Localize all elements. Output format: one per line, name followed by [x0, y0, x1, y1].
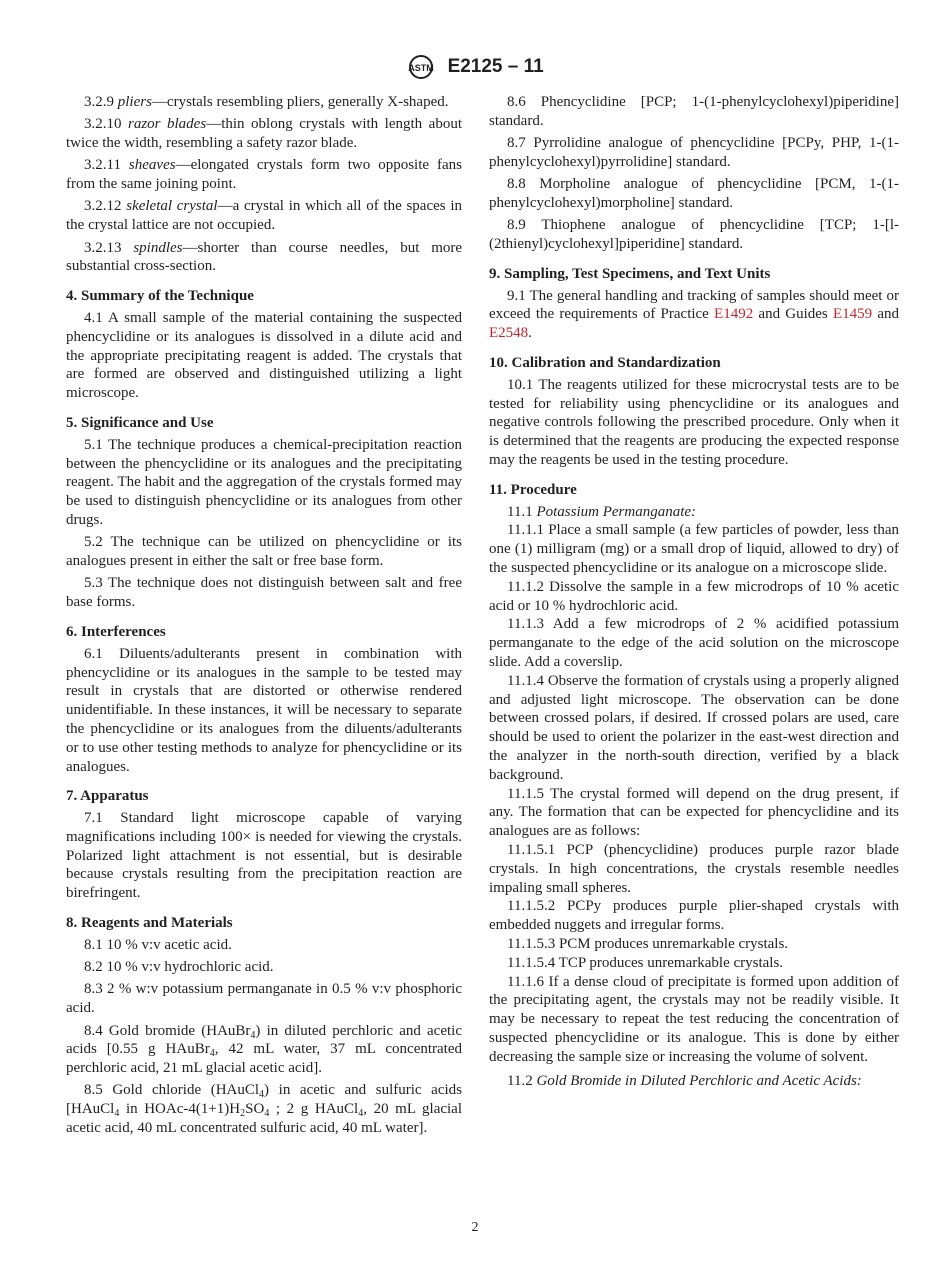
italic-term: razor blades: [128, 116, 207, 133]
paragraph: [489, 954, 899, 973]
paragraph: [489, 578, 899, 616]
italic-term: pliers: [117, 94, 152, 110]
text-run: 11.1.5.1 PCP (phencyclidine) produces purple razor blade crystals. In high concentrations, the crystals resemble needles impaling small spheres.: [489, 841, 899, 896]
paragraph: [489, 973, 899, 1067]
text-run: 11.1.2 Dissolve the sample in a few microdrops of 10 % acetic acid or 10 % hydrochloric acid.: [489, 578, 899, 614]
section-heading: [66, 414, 462, 433]
subscript: 4: [250, 1029, 256, 1041]
paragraph: [66, 1022, 462, 1078]
paragraph: [66, 115, 462, 153]
right-column: [489, 93, 899, 1094]
text-run: 11.1: [507, 503, 537, 520]
text-run: 3.2.11: [84, 157, 129, 174]
text-run: 9.1 The general handling and tracking of samples should meet or exceed the requirements of Practice: [489, 287, 899, 323]
subscript: 4: [209, 1048, 215, 1060]
text-run: 11.1.5.4 TCP produces unremarkable crystals.: [507, 954, 784, 971]
paragraph: [66, 574, 462, 612]
subscript: 2: [240, 1108, 246, 1120]
text-run: 4.1 A small sample of the material containing the suspected phencyclidine or its analogues is dissolved in a dilute acid and the appropriate precipitating reagent is added. The crystals that are formed are observed and distinguished utilizing a light microscope.: [66, 309, 462, 402]
subscript: 4: [114, 1108, 120, 1120]
paragraph: [489, 935, 899, 954]
page-header: [0, 54, 950, 80]
text-run: 7.1 Standard light microscope capable of varying magnifications including 100× is needed for viewing the crystals. Polarized light attachment is not essential, but is desirable because crystals resulting from the precipitation reaction are birefringent.: [66, 810, 462, 902]
text-run: and Guides: [753, 306, 833, 323]
document-designation: E2125 – 11: [447, 56, 544, 77]
text-run: 6.1 Diluents/adulterants present in combination with phencyclidine or its analogues in the sample to be tested may result in crystals that are distorted or otherwise rendered unidentifiable. In these instances, it will be necessary to separate the phencyclidine or its analogues from the diluents/adulterants or to use other testing methods to analyze for phencyclidine or its analogues.: [66, 645, 462, 775]
text-run: 8.1 10 % v:v acetic acid.: [84, 936, 232, 953]
italic-term: skeletal crystal: [126, 198, 218, 215]
text-run: —shorter than course needles, but more substantial cross-section.: [66, 239, 463, 275]
paragraph: [489, 503, 899, 522]
italic-term: spindles: [133, 239, 183, 256]
text-run: 11.1.5.2 PCPy produces purple plier-shaped crystals with embedded nuggets and irregular forms.: [489, 898, 899, 934]
paragraph: [66, 309, 462, 403]
text-run: 9. Sampling, Test Specimens, and Text Units: [489, 265, 771, 282]
text-run: 11.1.3 Add a few microdrops of 2 % acidified potassium permanganate to the edge of the acid solution on the microscope slide. Add a coverslip.: [489, 616, 899, 671]
paragraph: [489, 175, 899, 213]
paragraph: [66, 958, 462, 977]
section-heading: [66, 914, 462, 933]
text-run: 8.5 Gold chloride (HAuCl: [84, 1082, 260, 1099]
paragraph: [66, 980, 462, 1018]
text-run: , 20 mL glacial acetic acid, 40 mL concentrated sulfuric acid, 40 mL water].: [66, 1101, 462, 1137]
paragraph: [66, 1081, 462, 1137]
page-number: 2: [471, 1220, 479, 1235]
paragraph: [66, 936, 462, 955]
section-heading: [66, 287, 462, 306]
section-heading: [66, 623, 462, 642]
italic-term: Gold Bromide in Diluted Perchloric and Acetic Acids:: [536, 1072, 862, 1089]
text-run: 11.2: [507, 1072, 537, 1089]
section-heading: [489, 265, 899, 284]
text-run: —a crystal in which all of the spaces in the crystal lattice are not occupied.: [66, 198, 463, 234]
text-run: 11.1.5.3 PCM produces unremarkable crystals.: [507, 935, 789, 952]
standard-link[interactable]: E2548: [489, 325, 529, 342]
text-run: —elongated crystals form two opposite fans from the same joining point.: [66, 157, 463, 193]
text-run: 7. Apparatus: [66, 788, 149, 805]
text-run: in HOAc-4(1+1)H: [119, 1101, 241, 1118]
text-run: , 42 mL water, 37 mL concentrated perchloric acid, 21 mL glacial acetic acid].: [66, 1041, 462, 1077]
text-run: 8.2 10 % v:v hydrochloric acid.: [84, 959, 274, 976]
paragraph: [66, 645, 462, 777]
text-run: 3.2.12: [84, 198, 127, 215]
paragraph: [489, 1072, 899, 1091]
paragraph: [66, 533, 462, 571]
text-run: 8.3 2 % w:v potassium permanganate in 0.5 % v:v phosphoric acid.: [66, 981, 462, 1017]
paragraph: [489, 897, 899, 935]
text-run: 3.2.13: [84, 239, 134, 256]
italic-term: Potassium Permanganate:: [536, 503, 697, 520]
left-column: [66, 93, 462, 1141]
astm-logo-icon: [406, 54, 436, 80]
subscript: 4: [264, 1108, 270, 1120]
text-run: —thin oblong crystals with length about twice the width, resembling a safety razor blade.: [66, 116, 462, 152]
text-run: 5.2 The technique can be utilized on phencyclidine or its analogues present in either the salt or free base form.: [66, 534, 462, 570]
paragraph: [489, 287, 899, 343]
text-run: 4. Summary of the Technique: [66, 288, 254, 305]
paragraph: [489, 93, 899, 131]
section-heading: [66, 787, 462, 806]
section-heading: [489, 481, 899, 500]
text-run: 11.1.4 Observe the formation of crystals using a properly aligned and adjusted light microscope. The observation can be done between crossed polars, if desired. If crossed polars are used, care should be used to orient the polarizer in the east-west direction and the analyzer in the north-south direction, verified by a black background.: [489, 672, 899, 783]
text-run: 5. Significance and Use: [66, 414, 214, 431]
paragraph: [489, 785, 899, 841]
svg-text:ASTM: ASTM: [408, 63, 435, 73]
text-run: 8.8 Morpholine analogue of phencyclidine [PCM, 1-(1-phenylcyclohexyl)morpholine] standard.: [489, 176, 899, 211]
text-run: 8.7 Pyrrolidine analogue of phencyclidine [PCPy, PHP, 1-(1-phenylcyclohexyl)pyrrolidine] standard.: [489, 135, 899, 170]
paragraph: [489, 615, 899, 671]
text-run: 10. Calibration and Standardization: [489, 355, 721, 372]
text-run: 10.1 The reagents utilized for these microcrystal tests are to be tested for reliability using phencyclidine or its analogues and negative controls following the prescribed procedure. Only when it is determined that the reagents are producing the expected response may the reagents be used in the testing procedure.: [489, 376, 899, 469]
text-run: ) in diluted perchloric and acetic acids [0.55 g HAuBr: [66, 1022, 462, 1058]
text-run: 5.1 The technique produces a chemical-precipitation reaction between the phencyclidine or its analogues and the precipitating reagent. The habit and the aggregation of the crystals formed may be used to distinguish phencyclidine or its analogues from other drugs.: [66, 436, 462, 528]
text-run: and: [872, 306, 899, 323]
text-run: 8. Reagents and Materials: [66, 915, 233, 932]
paragraph: [489, 134, 899, 172]
text-run: 8.9 Thiophene analogue of phencyclidine [TCP; 1-[l-(2thienyl)cyclohexyl]piperidine] standard.: [489, 217, 899, 253]
paragraph: [489, 376, 899, 470]
text-run: 11.1.5 The crystal formed will depend on the drug present, if any. The formation that can be expected for phencyclidine and its analogues are as follows:: [489, 785, 899, 840]
paragraph: [489, 216, 899, 254]
italic-term: sheaves: [128, 157, 176, 174]
text-run: 6. Interferences: [66, 623, 166, 640]
text-run: ) in acetic and sulfuric acids [HAuCl: [66, 1082, 462, 1118]
text-run: .: [528, 325, 532, 342]
text-run: 11.1.1 Place a small sample (a few particles of powder, less than one (1) milligram (mg) or a small drop of liquid, allowed to dry) of the suspected phencyclidine or its analogue on a microscope slide.: [489, 522, 899, 577]
text-run: 5.3 The technique does not distinguish between salt and free base forms.: [66, 575, 462, 611]
text-run: ; 2 g HAuCl: [269, 1101, 359, 1118]
paragraph: [66, 156, 462, 194]
section-heading: [489, 354, 899, 373]
paragraph: [489, 672, 899, 785]
standard-link[interactable]: E1459: [832, 306, 873, 323]
procedure-steps: [489, 503, 899, 1067]
text-run: 8.6 Phencyclidine [PCP; 1-(1-phenylcyclohexyl)piperidine] standard.: [489, 94, 899, 129]
paragraph: [489, 841, 899, 897]
paragraph: [66, 197, 462, 235]
text-run: 11.1.6 If a dense cloud of precipitate is formed upon addition of the precipitating agent, the crystals may not be readily visible. It may be necessary to repeat the test reducing the concentration of suspected phencyclidine or its analogue. This is done by either decreasing the sample size or increasing the volume of solvent.: [489, 973, 899, 1065]
text-run: 11. Procedure: [489, 481, 577, 498]
paragraph: [66, 809, 462, 903]
text-run: 8.4 Gold bromide (HAuBr: [84, 1022, 251, 1039]
standard-link[interactable]: E1492: [714, 306, 754, 323]
subscript: 4: [259, 1089, 265, 1101]
paragraph: [66, 239, 462, 277]
text-run: SO: [245, 1101, 265, 1118]
paragraph: [489, 521, 899, 577]
text-run: 3.2.9: [84, 94, 118, 110]
text-run: 3.2.10: [84, 116, 128, 133]
subscript: 4: [358, 1108, 364, 1120]
paragraph: [66, 436, 462, 530]
paragraph: [66, 93, 462, 112]
text-run: —crystals resembling pliers, generally X-shaped.: [151, 94, 449, 110]
